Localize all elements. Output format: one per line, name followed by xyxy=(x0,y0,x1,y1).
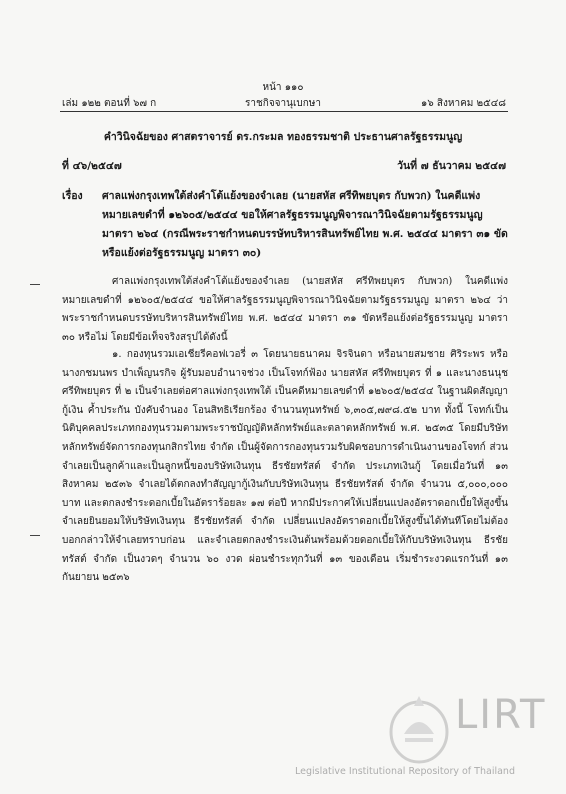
subject-text: ศาลแพ่งกรุงเทพใต้ส่งคำโต้แย้งของจำเลย (นายสหัส ศรีทิพยบุตร กับพวก) ในคดีแพ่งหมายเลขดำที่ ๑๒๖๐๕/๒๕๔๔ ขอให้ศาลรัฐธรรมนูญพิจารณาวินิจฉัยตามรัฐธรรมนูญ มาตรา ๒๖๔ (กรณีพระราชกำหนดบรรษัทบริหารสินทรัพย์ไทย พ.ศ. ๒๕๔๔ มาตรา ๓๑ ขัดหรือแย้งต่อรัฐธรรมนูญ มาตรา ๓๐) xyxy=(102,190,508,259)
paragraph-intro: ศาลแพ่งกรุงเทพใต้ส่งคำโต้แย้งของจำเลย (นายสหัส ศรีทิพยบุตร กับพวก) ในคดีแพ่งหมายเลขดำที่ ๑๒๖๐๕/๒๕๔๔ ขอให้ศาลรัฐธรรมนูญพิจารณาวินิจฉัยตามรัฐธรรมนูญ มาตรา ๒๖๔ ว่าพระราชกำหนดบรรษัทบริหารสินทรัพย์ไทย พ.ศ. ๒๕๔๔ มาตรา ๓๑ ขัดหรือแย้งต่อรัฐธรรมนูญ มาตรา ๓๐ หรือไม่ โดยมีข้อเท็จจริงสรุปได้ดังนี้ xyxy=(62,276,508,343)
margin-mark xyxy=(30,284,40,285)
header-divider xyxy=(60,111,508,112)
gazette-date: ๑๖ สิงหาคม ๒๕๔๘ xyxy=(421,98,506,109)
gazette-volume: เล่ม ๑๒๒ ตอนที่ ๖๗ ก xyxy=(62,98,157,109)
watermark-subtitle: Legislative Institutional Repository of Thailand xyxy=(295,766,515,777)
case-number: ที่ ๔๖/๒๕๔๗ xyxy=(62,160,122,172)
margin-mark xyxy=(30,535,40,536)
decision-date: วันที่ ๗ ธันวาคม ๒๕๔๗ xyxy=(397,160,506,172)
parliament-seal-icon xyxy=(388,692,450,766)
document-title: คำวินิจฉัยของ ศาสตราจารย์ ดร.กระมล ทองธรรมชาติ ประธานศาลรัฐธรรมนูญ xyxy=(103,131,463,143)
subject-label: เรื่อง xyxy=(62,190,83,202)
gazette-name: ราชกิจจานุเบกษา xyxy=(244,98,322,109)
watermark-logo: LIRT xyxy=(455,692,547,738)
paragraph-fact-1: ๑. กองทุนรวมเอเชียรีคอฟเวอรี่ ๓ โดยนายธนาคม จิรจินดา หรือนายสมชาย ศิริระพร หรือนางกชมนพร บำเพ็ญนรกิจ ผู้รับมอบอำนาจช่วง เป็นโจทก์ฟ้อง นายสหัส ศรีทิพยบุตร ที่ ๑ และนางธนนุช ศรีทิพยบุตร ที่ ๒ เป็นจำเลยต่อศาลแพ่งกรุงเทพใต้ เป็นคดีหมายเลขดำที่ ๑๒๖๐๕/๒๕๔๔ ในฐานผิดสัญญากู้เงิน ค้ำประกัน บังคับจำนอง โอนสิทธิเรียกร้อง จำนวนทุนทรัพย์ ๖,๓๐๕,๗๙๘.๕๒ บาท ทั้งนี้ โจทก์เป็นนิติบุคคลประเภทกองทุนรวมตามพระราชบัญญัติหลักทรัพย์และตลาดหลักทรัพย์ พ.ศ. ๒๕๓๕ โดยมีบริษัทหลักทรัพย์จัดการกองทุนกสิกรไทย จำกัด เป็นผู้จัดการกองทุนรวมรับผิดชอบการดำเนินงานของโจทก์ ส่วนจำเลยเป็นลูกค้าและเป็นลูกหนี้ของบริษัทเงินทุน ธีรชัยทรัสต์ จำกัด ประเภทเงินกู้ โดยเมื่อวันที่ ๑๓ สิงหาคม ๒๕๓๖ จำเลยได้ตกลงทำสัญญากู้เงินกับบริษัทเงินทุน ธีรชัยทรัสต์ จำกัด จำนวน ๕,๐๐๐,๐๐๐ บาท และตกลงชำระดอกเบี้ยในอัตราร้อยละ ๑๗ ต่อปี หากมีประกาศให้เปลี่ยนแปลงอัตราดอกเบี้ยให้สูงขึ้นจำเลยยินยอมให้บริษัทเงินทุน ธีรชัยทรัสต์ จำกัด เปลี่ยนแปลงอัตราดอกเบี้ยให้สูงขึ้นได้ทันทีโดยไม่ต้องบอกกล่าวให้จำเลยทราบก่อน และจำเลยตกลงชำระเงินต้นพร้อมด้วยดอกเบี้ยให้กับบริษัทเงินทุน ธีรชัยทรัสต์ จำกัด เป็นงวดๆ จำนวน ๖๐ งวด ผ่อนชำระทุกวันที่ ๑๓ ของเดือน เริ่มชำระงวดแรกวันที่ ๑๓ กันยายน ๒๕๓๖ xyxy=(62,349,508,584)
page-number: หน้า ๑๑๐ xyxy=(262,82,304,93)
